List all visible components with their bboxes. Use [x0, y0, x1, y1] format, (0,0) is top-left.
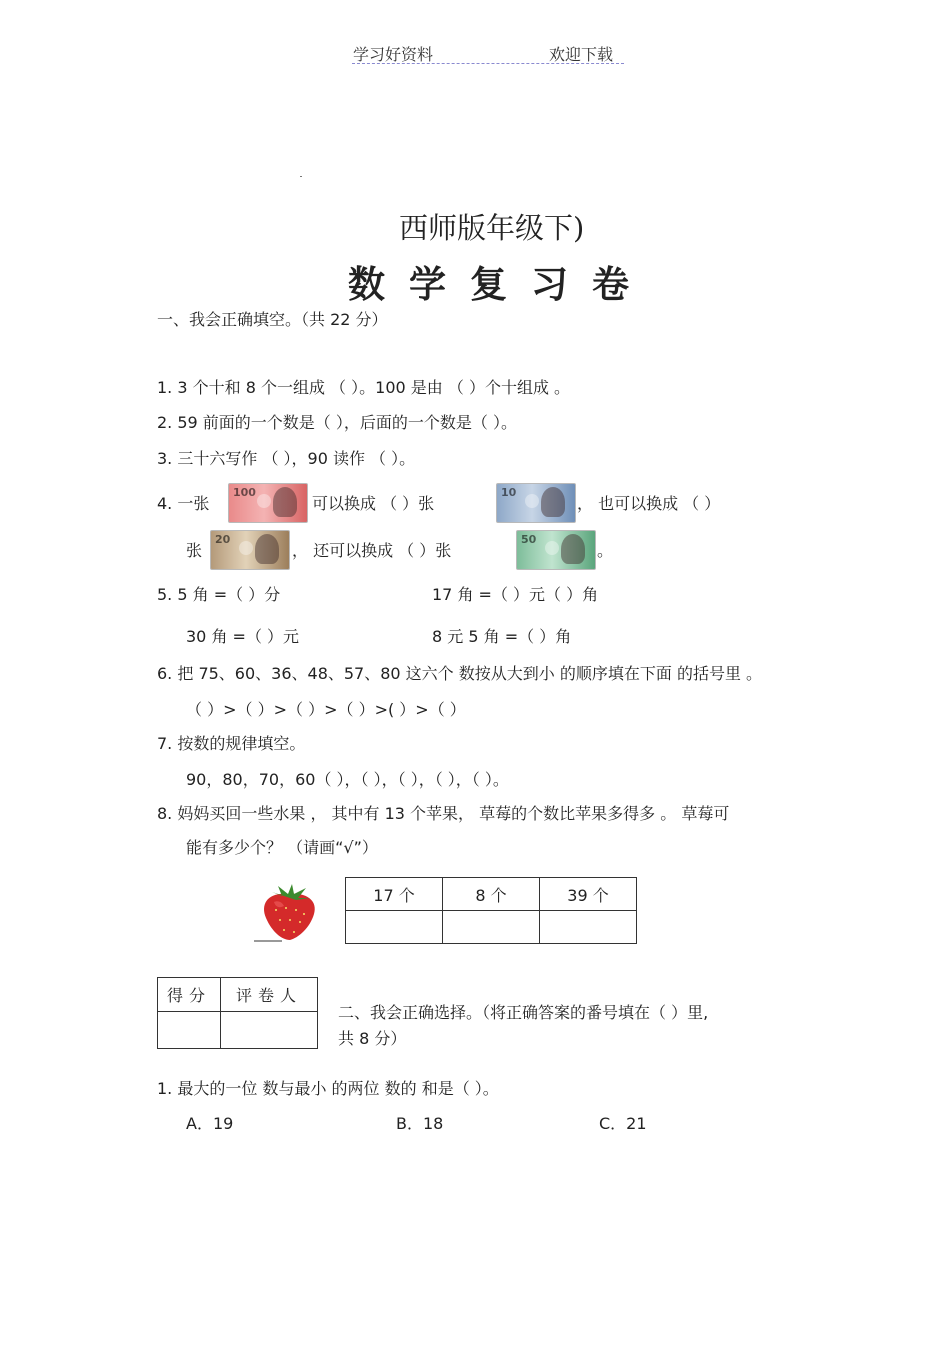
section2-heading-points: 共 8 分） — [338, 1029, 407, 1048]
header-underline — [352, 63, 624, 64]
section1-heading: 一、我会正确填空。（共 22 分） — [157, 310, 388, 329]
choice-option-c: C．21 — [599, 1114, 647, 1133]
question-6: 6. 把 75、60、36、48、57、80 这六个 数按从大到小 的顺序填在下面 的括号里 。 — [157, 664, 763, 683]
question-1: 1. 3 个十和 8 个一组成 （ ）。100 是由 （ ）个十组成 。 — [157, 378, 571, 397]
option-cell: 8 个 — [443, 878, 540, 911]
question-8-line1: 8. 妈妈买回一些水果 ， 其中有 13 个苹果， 草莓的个数比苹果多得多 。 草莓可 — [157, 804, 730, 823]
answer-cell[interactable] — [346, 911, 443, 944]
question-4-text-b: ， 也可以换成 （ ） — [577, 494, 721, 513]
page-title: 数学复习卷 — [348, 262, 653, 306]
banknote-20-icon: 20 — [210, 530, 290, 570]
strawberry-icon — [252, 880, 324, 944]
score-header: 得分 — [158, 978, 221, 1012]
question-5d: 8 元 5 角 =（ ）角 — [432, 627, 572, 646]
question-2: 2. 59 前面的一个数是（ ），后面的一个数是（ ）。 — [157, 413, 517, 432]
question-8-line2: 能有多少个？ （请画“√”） — [186, 838, 378, 857]
header-left: 学习好资料 — [353, 45, 434, 64]
choice-option-b: B．18 — [396, 1114, 444, 1133]
question-4-text-d: ， 还可以换成 （ ）张 — [292, 541, 452, 560]
option-cell: 39 个 — [540, 878, 637, 911]
banknote-50-icon: 50 — [516, 530, 596, 570]
choice-question-1: 1. 最大的一位 数与最小 的两位 数的 和是（ ）。 — [157, 1079, 499, 1098]
choice-option-a: A．19 — [186, 1114, 234, 1133]
header-right: 欢迎下载 — [549, 45, 614, 64]
question-4-prefix: 4. 一张 — [157, 494, 210, 513]
score-cell[interactable] — [158, 1012, 221, 1049]
question-4-end: 。 — [597, 541, 614, 560]
question-7: 7. 按数的规律填空。 — [157, 734, 306, 753]
question-5c: 30 角 =（ ）元 — [186, 627, 300, 646]
question-4-text-a: 可以换成 （ ）张 — [312, 494, 435, 513]
answer-cell[interactable] — [540, 911, 637, 944]
answer-cell[interactable] — [443, 911, 540, 944]
question-5a: 5. 5 角 =（ ）分 — [157, 585, 281, 604]
question-7-sequence: 90，80，70，60（ ），（ ），（ ），（ ），（ ）。 — [186, 770, 509, 789]
subtitle: 西师版年级下) — [399, 211, 585, 245]
grader-header: 评卷人 — [221, 978, 318, 1012]
grader-cell[interactable] — [221, 1012, 318, 1049]
question-6-blanks: （ ）>（ ）>（ ）>（ ）>( ）>（ ） — [186, 700, 466, 719]
question-4-text-c: 张 — [186, 541, 203, 560]
score-table — [157, 977, 318, 1049]
option-cell: 17 个 — [346, 878, 443, 911]
banknote-100-icon: 100 — [228, 483, 308, 523]
question-3: 3. 三十六写作 （ ），90 读作 （ ）。 — [157, 449, 416, 468]
section2-heading: 二、我会正确选择。（将正确答案的番号填在（ ）里, — [338, 1003, 709, 1022]
question-5b: 17 角 =（ ）元（ ）角 — [432, 585, 599, 604]
stray-mark — [300, 176, 302, 177]
strawberry-options-table — [345, 877, 637, 944]
banknote-10-icon: 10 — [496, 483, 576, 523]
